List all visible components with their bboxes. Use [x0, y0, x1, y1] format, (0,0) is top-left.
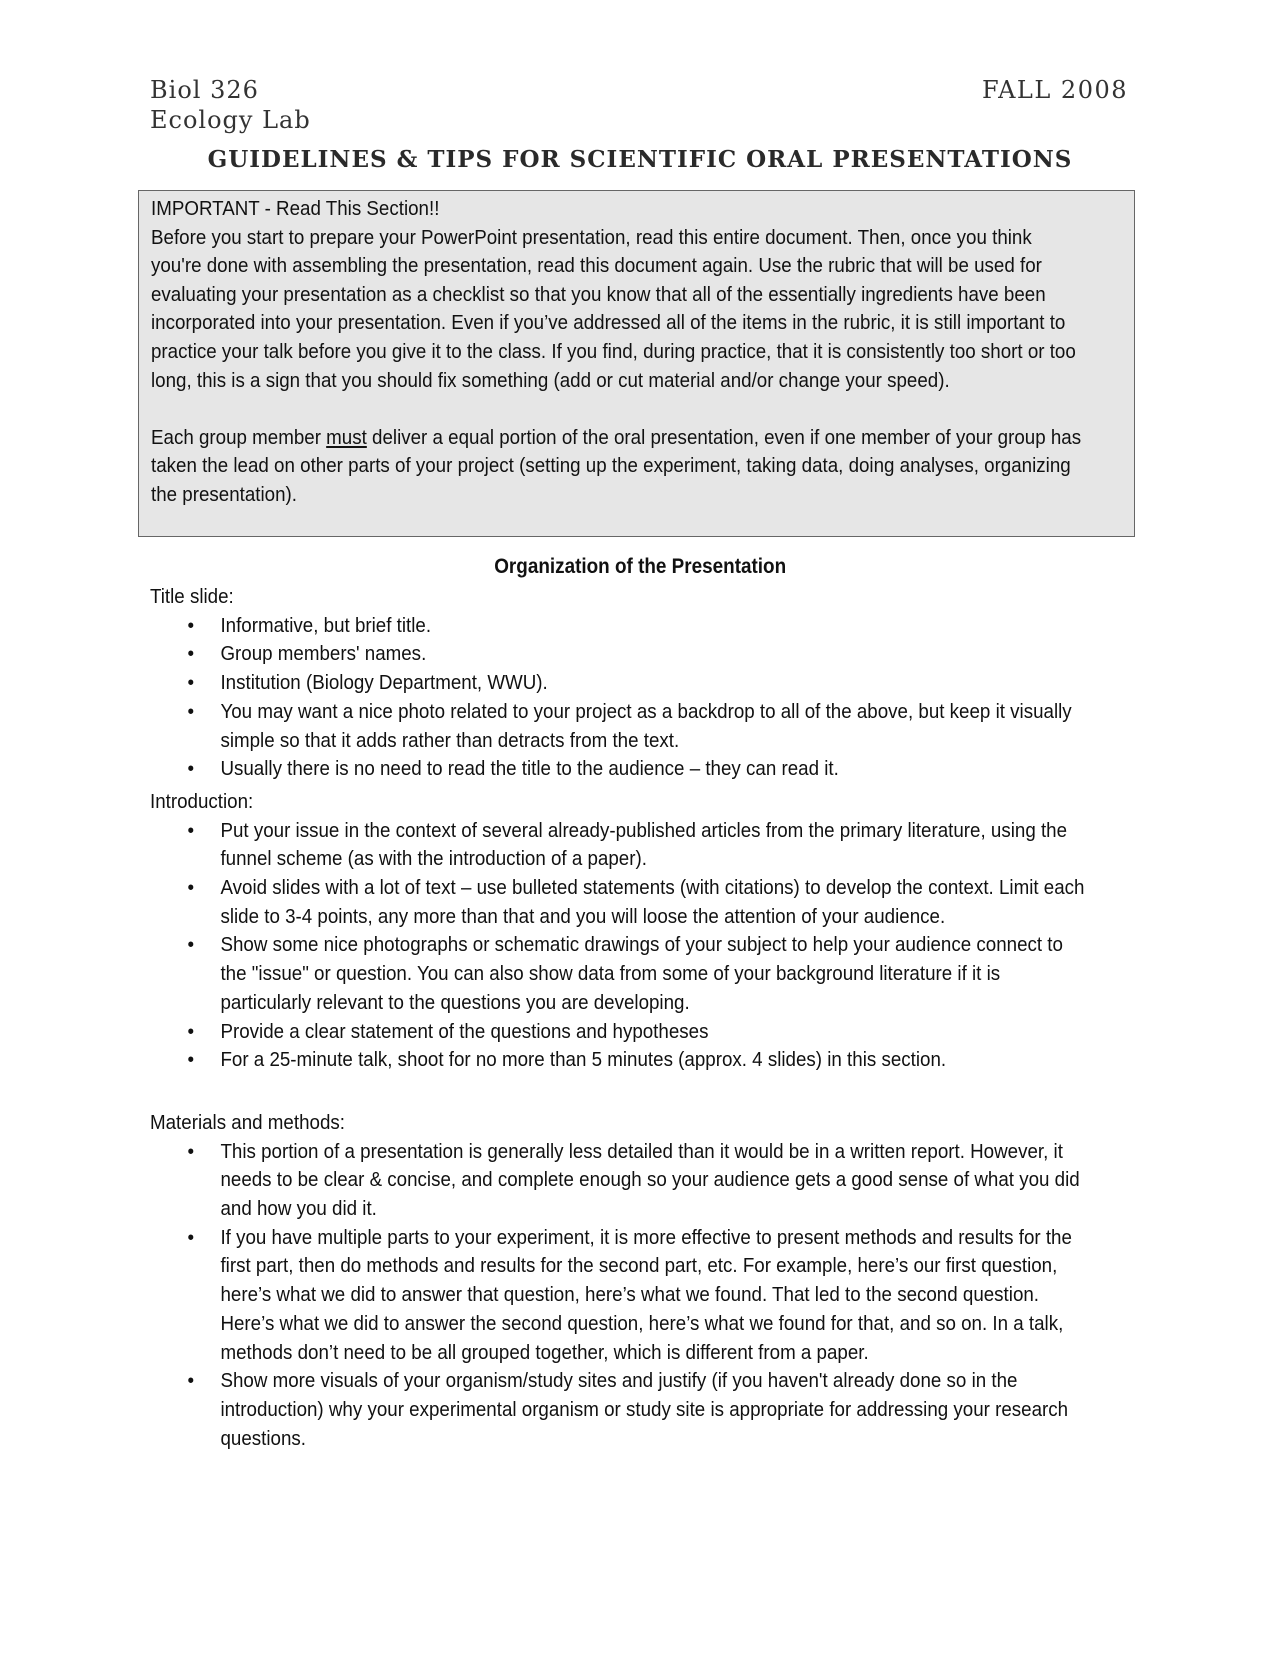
course-name: Ecology Lab	[150, 106, 311, 134]
bullet-icon: •	[187, 1369, 195, 1393]
paragraph-2-end: deliver a equal portion of the oral presentation, even if one member of your group has taken the lead on other parts of your project (setting up the experiment, taking data, doing analyses, organizing the presentation).	[151, 425, 1082, 506]
bullet-icon: •	[187, 933, 195, 957]
list-item	[150, 612, 1092, 641]
bullet-list	[150, 612, 1092, 784]
section-label: Materials and methods:	[150, 1110, 345, 1134]
list-item	[150, 1018, 1092, 1047]
important-notice-text	[151, 195, 1084, 510]
list-item-text: Show more visuals of your organism/study sites and justify (if you haven't already done so in the introduction) why your experimental organism or study site is appropriate for addressing your research questions.	[220, 1369, 1069, 1450]
paragraph-gap	[151, 395, 1084, 424]
bullet-list	[150, 1138, 1092, 1454]
organization-content	[150, 583, 1092, 1453]
bullet-icon: •	[187, 876, 195, 900]
list-item-text: Usually there is no need to read the title to the audience – they can read it.	[220, 757, 839, 781]
list-item-text: Avoid slides with a lot of text – use bulleted statements (with citations) to develop the context. Limit each slide to 3-4 points, any more than that and you will loose the attention of your audience.	[220, 876, 1085, 928]
list-item	[150, 640, 1092, 669]
bullet-icon: •	[187, 699, 195, 723]
list-item	[150, 1224, 1092, 1368]
section-label: Introduction:	[150, 789, 254, 813]
bullet-icon: •	[187, 1048, 195, 1072]
important-notice-box	[138, 190, 1135, 537]
bullet-icon: •	[187, 1225, 195, 1249]
bullet-icon: •	[187, 818, 195, 842]
course-code: Biol 326	[150, 76, 259, 104]
section-title-slide	[150, 583, 1092, 784]
bullet-icon: •	[187, 613, 195, 637]
bullet-icon: •	[187, 1139, 195, 1163]
list-item	[150, 1367, 1092, 1453]
term-label: FALL 2008	[982, 76, 1128, 104]
list-item-text: Informative, but brief title.	[220, 613, 432, 637]
paragraph-2-start: Each group member	[151, 425, 327, 449]
bullet-icon: •	[187, 1019, 195, 1043]
section-introduction	[150, 788, 1092, 1075]
list-item-text: Show some nice photographs or schematic drawings of your subject to help your audience connect to the "issue" or question. You can also show data from some of your background literature if it is particularly relevant to the questions you are developing.	[220, 933, 1063, 1014]
section-label: Title slide:	[150, 585, 234, 608]
must-emphasis: must	[326, 425, 367, 449]
list-item-text: If you have multiple parts to your experiment, it is more effective to present methods and results for the first part, then do methods and results for the second part, etc. For example, here’s our first question, here’s what we did to answer that question, here’s what we found. That led to the second question. Here’s what we did to answer the second question, here’s what we found for that, and so on. In a talk, methods don’t need to be all grouped together, which is different from a paper.	[220, 1225, 1072, 1364]
bullet-icon: •	[187, 757, 195, 781]
list-item-text: Provide a clear statement of the questions and hypotheses	[220, 1019, 709, 1043]
bullet-list	[150, 817, 1092, 1075]
document-title: GUIDELINES & TIPS FOR SCIENTIFIC ORAL PRESENTATIONS	[207, 146, 1073, 173]
list-item	[150, 669, 1092, 698]
list-item-text: You may want a nice photo related to your project as a backdrop to all of the above, but keep it visually simple so that it adds rather than detracts from the text.	[220, 699, 1072, 752]
section-materials-methods	[150, 1109, 1092, 1453]
list-item-text: This portion of a presentation is generally less detailed than it would be in a written report. However, it needs to be clear & concise, and complete enough so your audience gets a good sense of what you did and how you did it.	[220, 1139, 1080, 1221]
list-item	[150, 698, 1092, 755]
list-item-text: Group members' names.	[220, 642, 427, 666]
list-item-text: Put your issue in the context of several already-published articles from the primary literature, using the funnel scheme (as with the introduction of a paper).	[220, 818, 1068, 871]
list-item	[150, 817, 1092, 874]
bullet-icon: •	[187, 642, 195, 666]
list-item-text: Institution (Biology Department, WWU).	[220, 671, 548, 695]
important-paragraph-1: Before you start to prepare your PowerPoint presentation, read this entire document. Then, once you think you're done with assembling the presentation, read this document again. Use the rubric that will be used for evaluating your presentation as a checklist so that you know that all of the essentially ingredients have been incorporated into your presentation. Even if you’ve addressed all of the items in the rubric, it is still important to practice your talk before you give it to the class. If you find, during practice, that it is consistently too short or too long, this is a sign that you should fix something (add or cut material and/or change your speed).	[151, 225, 1076, 392]
list-item	[150, 874, 1092, 931]
bullet-icon: •	[187, 671, 195, 695]
list-item	[150, 1046, 1092, 1075]
important-paragraph-2	[151, 424, 1084, 510]
list-item	[150, 931, 1092, 1017]
list-item-text: For a 25-minute talk, shoot for no more than 5 minutes (approx. 4 slides) in this section.	[220, 1048, 947, 1072]
organization-heading-text: Organization of the Presentation	[494, 555, 786, 578]
organization-heading	[0, 555, 1280, 579]
list-item	[150, 755, 1092, 784]
important-heading: IMPORTANT - Read This Section!!	[151, 197, 440, 220]
list-item	[150, 1138, 1092, 1224]
